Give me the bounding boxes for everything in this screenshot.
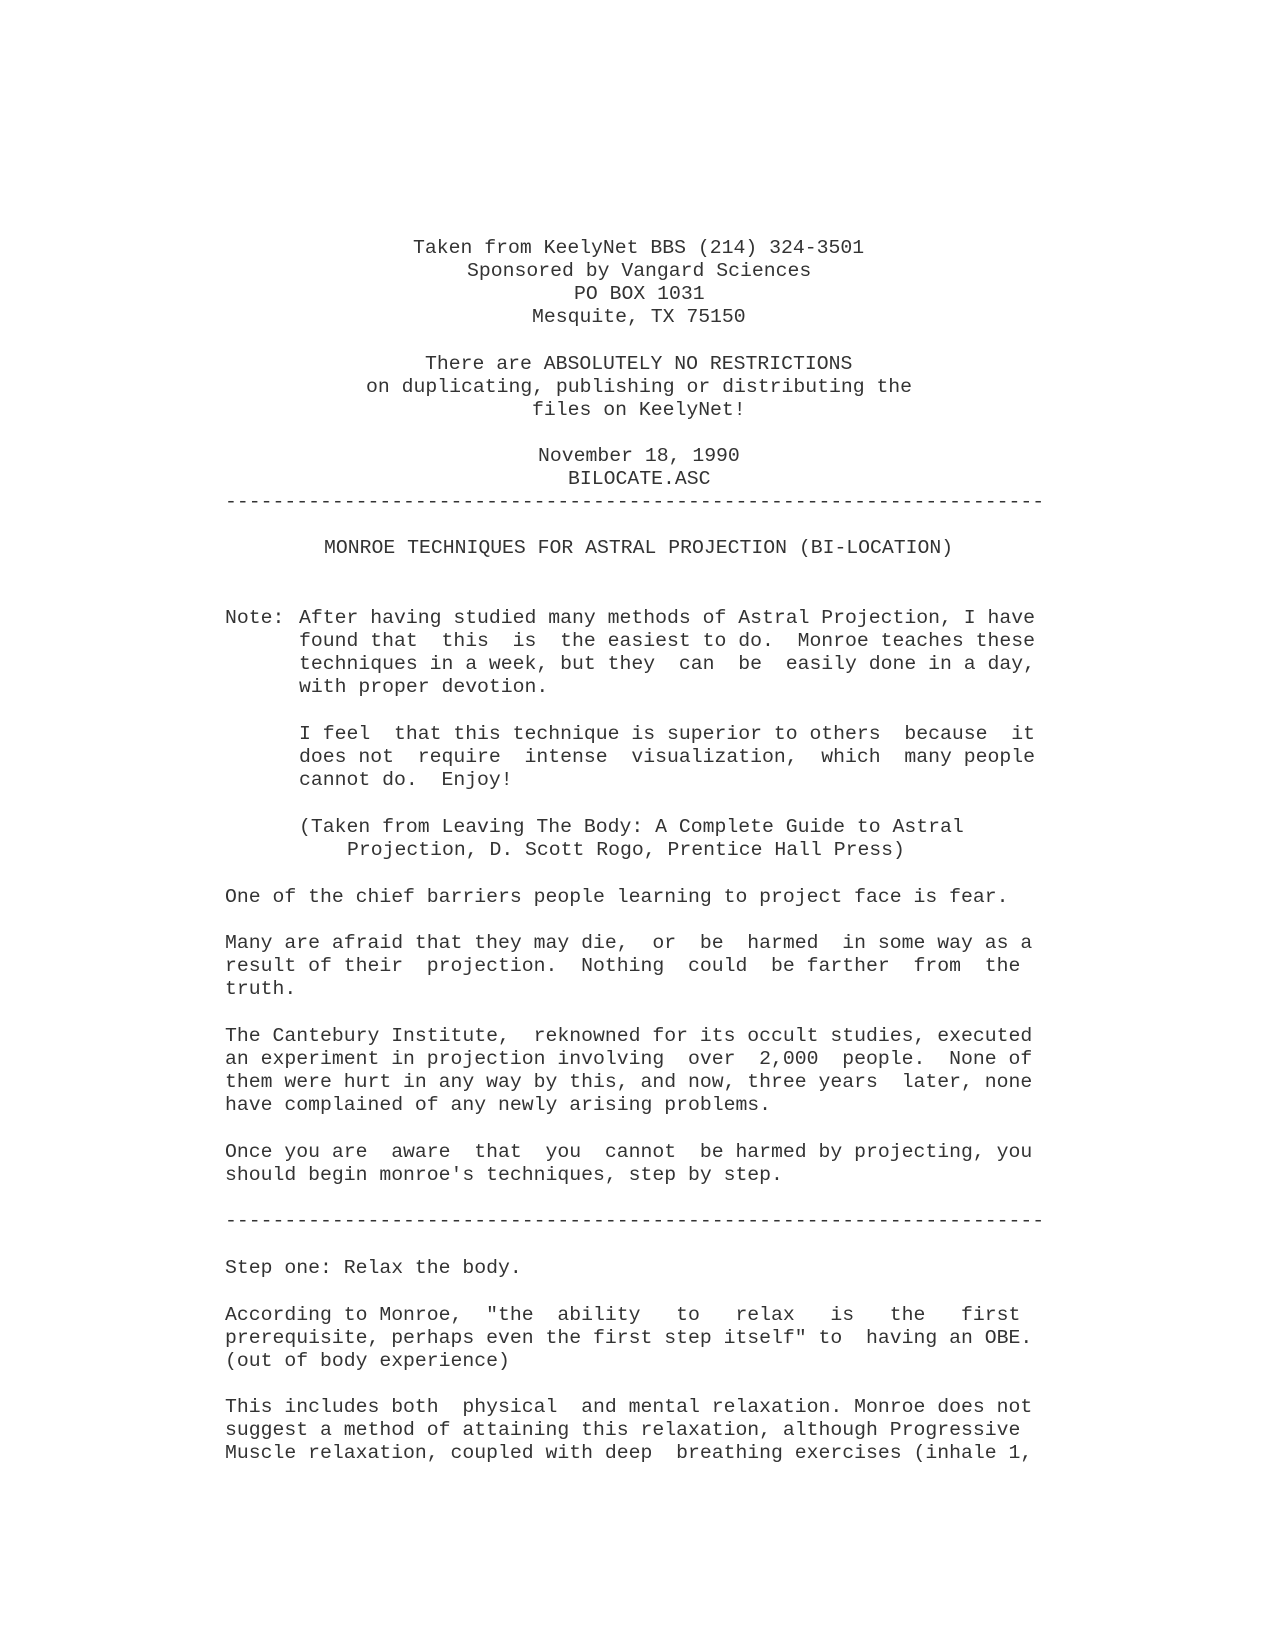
paragraph-afraid-line-1: Many are afraid that they may die, or be harmed in some way as a — [225, 932, 1033, 954]
paragraph-institute-line-1: The Cantebury Institute, reknowned for its occult studies, executed — [225, 1025, 1033, 1047]
paragraph-fear: One of the chief barriers people learning to project face is fear. — [225, 886, 1009, 908]
rule-mid: --------------------------------------------------------------------- — [225, 1210, 1045, 1232]
header-bbs-line: Taken from KeelyNet BBS (214) 324-3501 — [413, 237, 865, 259]
note-line-2: found that this is the easiest to do. Monroe teaches these — [299, 630, 1035, 652]
document-title: MONROE TECHNIQUES FOR ASTRAL PROJECTION (BI-LOCATION) — [324, 537, 954, 559]
notice-line-1: There are ABSOLUTELY NO RESTRICTIONS — [425, 353, 853, 375]
note-line-6: does not require intense visualization, which many people — [299, 746, 1035, 768]
note-line-8: (Taken from Leaving The Body: A Complete Guide to Astral — [299, 816, 964, 838]
step-one-according-line-2: prerequisite, perhaps even the first step itself" to having an OBE. — [225, 1327, 1033, 1349]
note-line-1: After having studied many methods of Astral Projection, I have — [299, 607, 1035, 629]
note-line-9: Projection, D. Scott Rogo, Prentice Hall Press) — [347, 839, 905, 861]
step-one-includes-line-1: This includes both physical and mental relaxation. Monroe does not — [225, 1396, 1033, 1418]
paragraph-institute-line-3: them were hurt in any way by this, and now, three years later, none — [225, 1071, 1033, 1093]
note-line-5: I feel that this technique is superior to others because it — [299, 723, 1035, 745]
header-sponsor-line: Sponsored by Vangard Sciences — [467, 260, 812, 282]
step-one-includes-line-2: suggest a method of attaining this relaxation, although Progressive — [225, 1419, 1021, 1441]
notice-line-2: on duplicating, publishing or distributing the — [366, 376, 913, 398]
paragraph-once-line-2: should begin monroe's techniques, step by step. — [225, 1164, 783, 1186]
step-one-according-line-3: (out of body experience) — [225, 1350, 510, 1372]
notice-line-3: files on KeelyNet! — [532, 399, 746, 421]
paragraph-institute-line-4: have complained of any newly arising problems. — [225, 1094, 772, 1116]
note-line-3: techniques in a week, but they can be easily done in a day, — [299, 653, 1035, 675]
header-filename: BILOCATE.ASC — [568, 468, 711, 490]
header-date: November 18, 1990 — [538, 445, 740, 467]
paragraph-institute-line-2: an experiment in projection involving over 2,000 people. None of — [225, 1048, 1033, 1070]
paragraph-afraid-line-3: truth. — [225, 978, 297, 1000]
paragraph-afraid-line-2: result of their projection. Nothing could be farther from the — [225, 955, 1021, 977]
note-line-4: with proper devotion. — [299, 676, 549, 698]
step-one-heading: Step one: Relax the body. — [225, 1257, 522, 1279]
rule-top: --------------------------------------------------------------------- — [225, 491, 1045, 513]
note-label: Note: — [225, 607, 285, 629]
step-one-according-line-1: According to Monroe, "the ability to relax is the first — [225, 1304, 1021, 1326]
paragraph-once-line-1: Once you are aware that you cannot be harmed by projecting, you — [225, 1141, 1033, 1163]
header-city-line: Mesquite, TX 75150 — [532, 306, 746, 328]
note-line-7: cannot do. Enjoy! — [299, 769, 513, 791]
header-po-box: PO BOX 1031 — [574, 283, 705, 305]
step-one-includes-line-3: Muscle relaxation, coupled with deep breathing exercises (inhale 1, — [225, 1442, 1033, 1464]
